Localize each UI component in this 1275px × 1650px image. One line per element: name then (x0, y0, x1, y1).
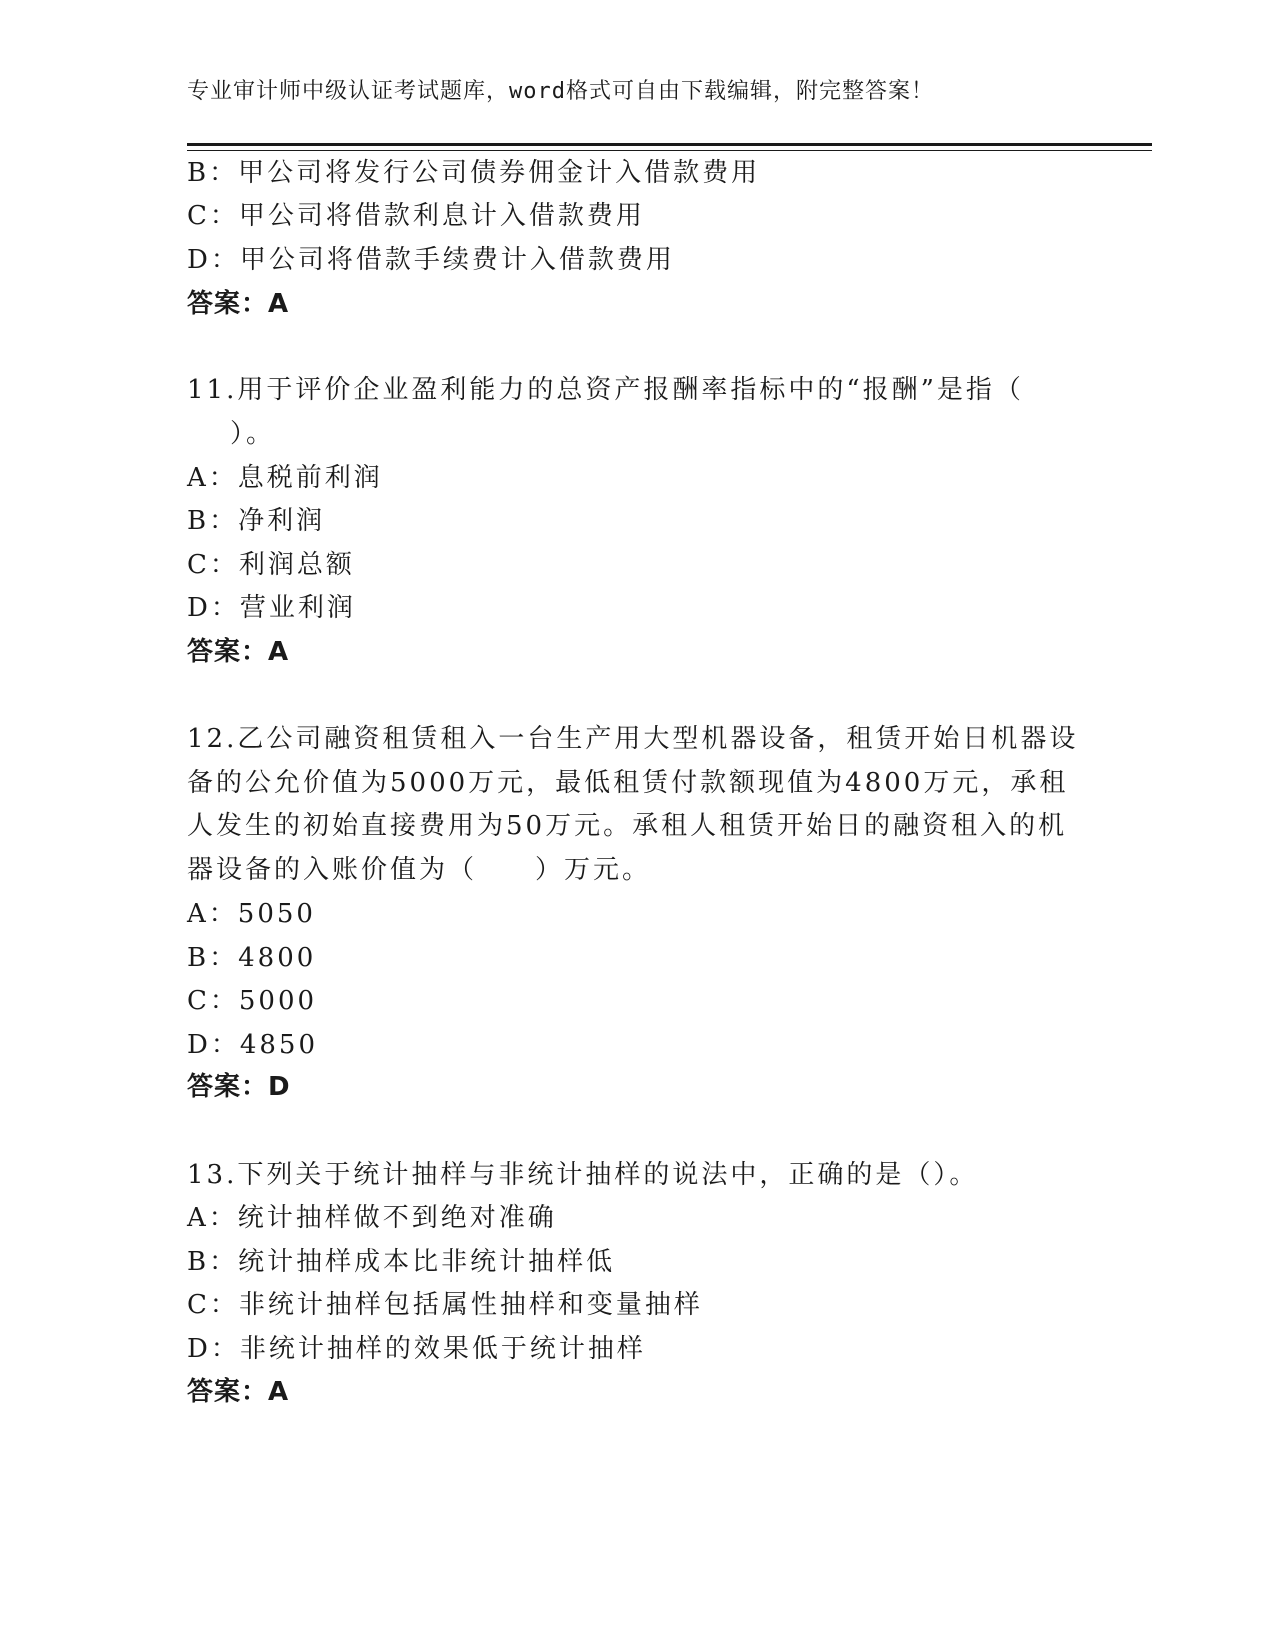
question-text: 13.下列关于统计抽样与非统计抽样的说法中，正确的是（）。 (187, 1160, 979, 1190)
question-text: 12.乙公司融资租赁租入一台生产用大型机器设备，租赁开始日机器设 (187, 724, 1079, 754)
question-text-line-3: 人发生的初始直接费用为50万元。承租人租赁开始日的融资租入的机 (187, 811, 1068, 841)
option-c: C：非统计抽样包括属性抽样和变量抽样 (187, 1290, 703, 1320)
option-a: A：统计抽样做不到绝对准确 (187, 1203, 557, 1233)
answer: 答案：A (187, 1377, 290, 1407)
option-c: C：利润总额 (187, 550, 355, 580)
answer: 答案：D (187, 1072, 291, 1102)
option-b: B：甲公司将发行公司债券佣金计入借款费用 (187, 158, 761, 188)
question-text-continued: ）。 (230, 419, 276, 449)
header-rule-thick (187, 143, 1152, 146)
option-d: D：营业利润 (187, 593, 356, 623)
option-d: D：甲公司将借款手续费计入借款费用 (187, 245, 675, 275)
header-text: 专业审计师中级认证考试题库，word格式可自由下载编辑，附完整答案！ (187, 79, 934, 104)
option-c: C：5000 (187, 986, 318, 1016)
option-b: B：净利润 (187, 506, 326, 536)
option-d: D：4850 (187, 1030, 319, 1060)
question-text-line-4: 器设备的入账价值为（ ）万元。 (187, 855, 652, 885)
answer: 答案：A (187, 637, 290, 667)
question-text: 11.用于评价企业盈利能力的总资产报酬率指标中的“报酬”是指（ (187, 375, 1024, 405)
option-a: A：5050 (187, 899, 316, 929)
question-text-line-2: 备的公允价值为5000万元，最低租赁付款额现值为4800万元，承租 (187, 768, 1069, 798)
header-rule-thin (187, 150, 1152, 151)
option-d: D：非统计抽样的效果低于统计抽样 (187, 1334, 646, 1364)
option-c: C：甲公司将借款利息计入借款费用 (187, 201, 645, 231)
option-a: A：息税前利润 (187, 463, 383, 493)
option-b: B：4800 (187, 943, 317, 973)
answer: 答案：A (187, 289, 290, 319)
option-b: B：统计抽样成本比非统计抽样低 (187, 1247, 616, 1277)
